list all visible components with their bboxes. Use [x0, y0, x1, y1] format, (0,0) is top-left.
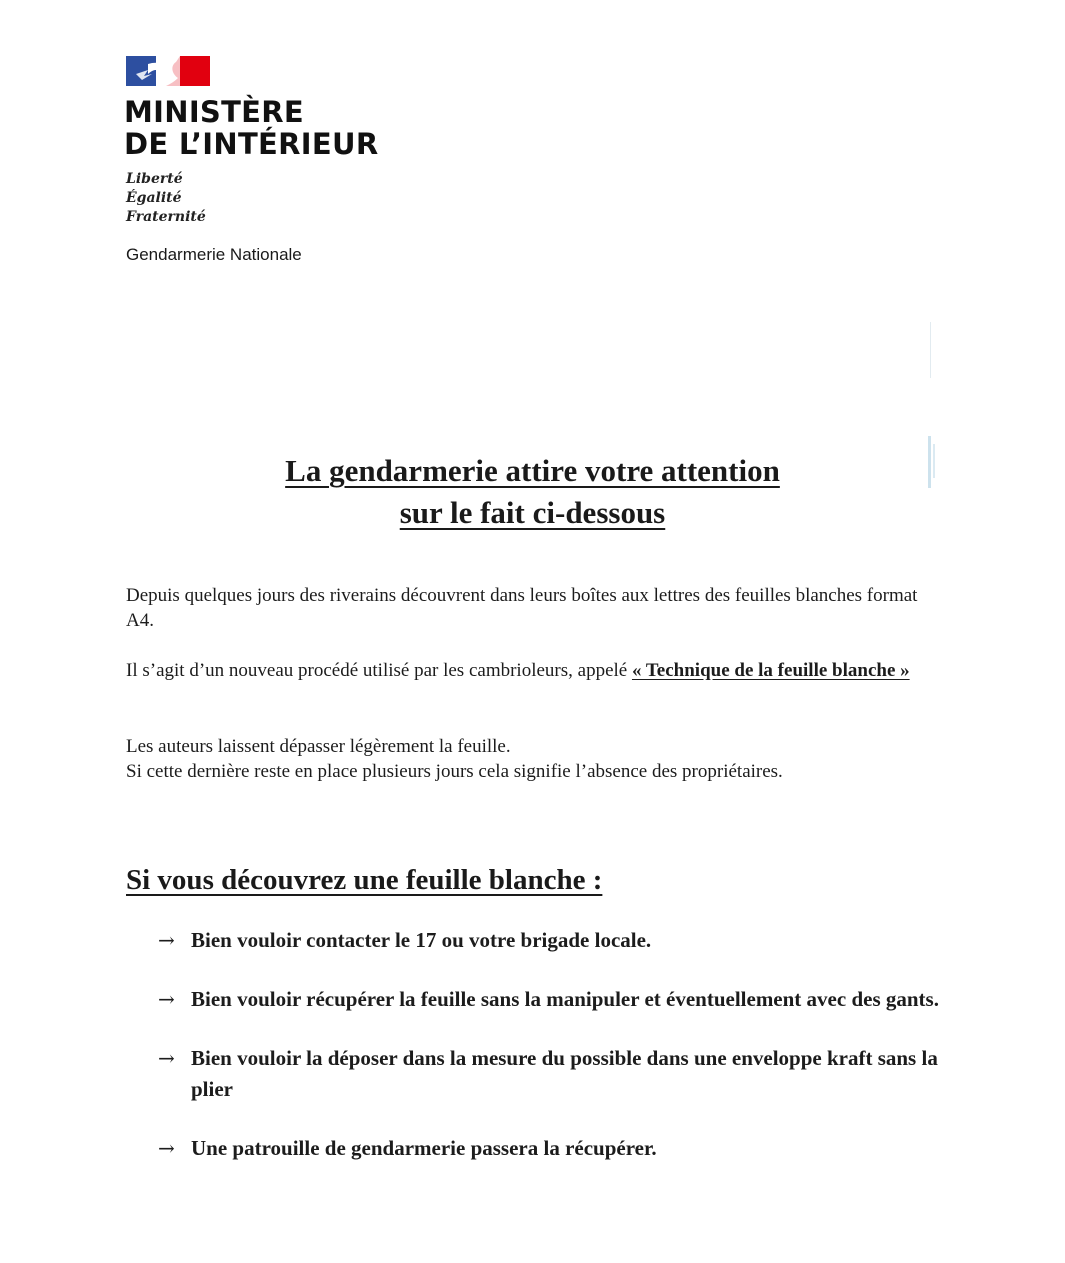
instruction-item	[158, 925, 948, 956]
scan-mark	[930, 322, 931, 378]
republic-motto	[126, 170, 206, 227]
motto-liberte: Liberté	[126, 171, 183, 187]
service-name: Gendarmerie Nationale	[126, 245, 302, 264]
ministry-line-1: MINISTÈRE	[124, 95, 305, 129]
explanation-line-1: Les auteurs laissent dépasser légèrement la feuille.	[126, 736, 511, 757]
instruction-text: Bien vouloir la déposer dans la mesure du possible dans une enveloppe kraft sans la plier	[191, 1046, 938, 1101]
title-line-2: sur le fait ci-dessous	[399, 495, 666, 530]
flag-red-band	[180, 56, 210, 86]
instruction-item	[158, 1043, 948, 1105]
instruction-item	[158, 1133, 948, 1164]
paragraph-explanation	[126, 734, 946, 784]
arrow-right-icon: →	[158, 1136, 175, 1160]
paragraph-technique	[126, 658, 946, 683]
notice-title	[0, 450, 1065, 534]
ministry-line-2: DE L’INTÉRIEUR	[124, 127, 379, 161]
marianne-logo-icon	[126, 56, 210, 86]
instruction-text: Bien vouloir contacter le 17 ou votre brigade locale.	[191, 928, 652, 952]
paragraph-intro: Depuis quelques jours des riverains découvrent dans leurs boîtes aux lettres des feuilles blanches format A4.	[126, 585, 918, 631]
instruction-item	[158, 984, 948, 1015]
arrow-right-icon: →	[158, 928, 175, 952]
title-line-1: La gendarmerie attire votre attention	[285, 453, 780, 488]
instruction-text: Bien vouloir récupérer la feuille sans la manipuler et éventuellement avec des gants.	[191, 987, 939, 1011]
motto-egalite: Égalité	[126, 190, 182, 206]
technique-name: « Technique de la feuille blanche »	[631, 660, 910, 681]
ministry-name	[124, 96, 378, 160]
explanation-line-2: Si cette dernière reste en place plusieurs jours cela signifie l’absence des propriétaires.	[126, 761, 783, 782]
instructions-heading: Si vous découvrez une feuille blanche :	[126, 864, 603, 896]
instruction-text: Une patrouille de gendarmerie passera la récupérer.	[191, 1136, 657, 1160]
instructions-list	[158, 925, 948, 1164]
motto-fraternite: Fraternité	[126, 209, 206, 225]
arrow-right-icon: →	[158, 1046, 175, 1070]
paragraph-technique-text: Il s’agit d’un nouveau procédé utilisé par les cambrioleurs, appelé	[126, 660, 632, 681]
arrow-right-icon: →	[158, 987, 175, 1011]
